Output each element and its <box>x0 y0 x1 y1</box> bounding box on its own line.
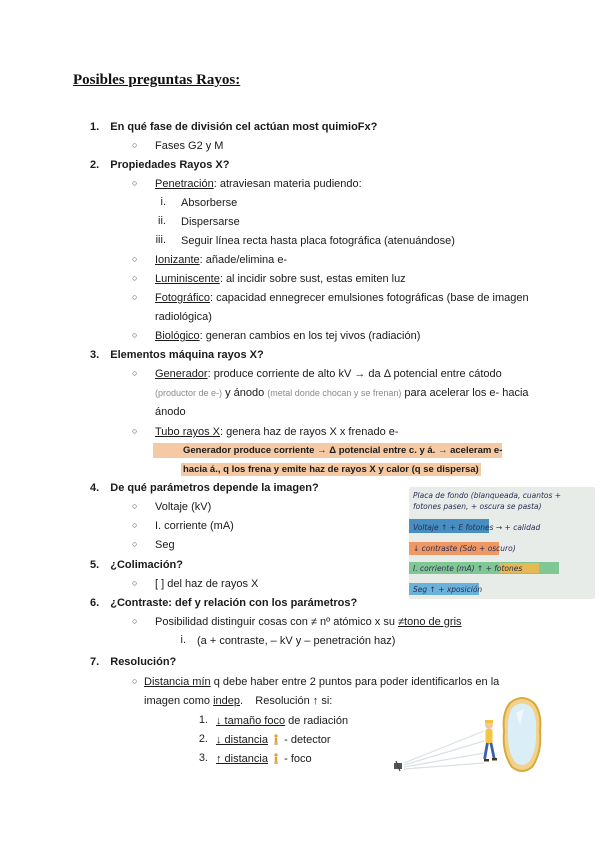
term-label: ↓ tamaño foco <box>216 715 286 727</box>
question-number: 3. <box>90 349 100 361</box>
circle-bullet-icon: ○ <box>132 273 138 283</box>
term-text: imagen como <box>144 695 214 707</box>
question-6 <box>90 596 357 610</box>
xray-source-icon <box>394 761 402 771</box>
list-item: Absorberse <box>181 197 238 209</box>
question-number: 6. <box>90 597 100 609</box>
note-line: Placa de fondo (blanqueada, cuantos + <box>413 491 562 500</box>
term-text: q debe haber entre 2 puntos para poder identificarlos en la <box>210 676 500 688</box>
term-text: - foco <box>281 753 312 765</box>
list-item <box>144 675 499 689</box>
term-text: de radiación <box>285 715 349 727</box>
list-number: 1. <box>198 714 208 726</box>
list-item: Seguir línea recta hasta placa fotográfica (atenuándose) <box>181 235 455 247</box>
term-text: - detector <box>281 734 331 746</box>
note-line: Voltaje ↑ + E fotones → + calidad <box>413 523 541 532</box>
list-item <box>155 329 420 343</box>
question-1 <box>90 120 377 134</box>
term-text: : capacidad ennegrecer emulsiones fotográficas (base de imagen <box>210 292 529 304</box>
list-number: 3. <box>198 752 208 764</box>
list-item <box>155 253 287 267</box>
question-number: 5. <box>90 559 100 571</box>
term-text: . Resolución ↑ si: <box>240 695 333 707</box>
question-text: De qué parámetros depende la imagen? <box>110 482 319 494</box>
term-label: ↑ distancia <box>216 753 268 765</box>
list-item <box>155 272 406 286</box>
list-item-continuation <box>155 386 529 400</box>
term-text: : al incidir sobre sust, estas emiten luz <box>219 273 406 285</box>
highlighted-text <box>181 462 481 477</box>
term-label: ≠tono de gris <box>398 616 462 628</box>
list-item-continuation <box>144 694 332 708</box>
circle-bullet-icon: ○ <box>132 539 138 549</box>
question-2 <box>90 158 229 172</box>
highlighted-text <box>181 443 504 458</box>
circle-bullet-icon: ○ <box>132 520 138 530</box>
list-number: 2. <box>198 733 208 745</box>
term-label: Ionizante <box>155 254 200 266</box>
list-item: (a + contraste, – kV y – penetración haz) <box>197 635 396 647</box>
term-text: : generan cambios en los tej vivos (radiación) <box>199 330 421 342</box>
circle-bullet-icon: ○ <box>132 254 138 264</box>
list-item-continuation: ánodo <box>155 406 186 418</box>
term-text: : produce corriente de alto kV → da Δ potencial entre cátodo <box>207 368 502 380</box>
person-icon <box>273 753 279 764</box>
list-item <box>155 177 362 191</box>
list-item <box>216 733 331 747</box>
page-title: Posibles preguntas Rayos: <box>73 72 241 88</box>
roman-numeral: ii. <box>158 215 166 227</box>
handwritten-note-image <box>409 487 595 599</box>
person-walking-icon <box>483 720 497 762</box>
circle-bullet-icon: ○ <box>132 178 138 188</box>
list-item: Seg <box>155 539 175 551</box>
roman-numeral: iii. <box>155 234 166 246</box>
circle-bullet-icon: ○ <box>132 140 138 150</box>
list-item: Dispersarse <box>181 216 240 228</box>
list-item: Fases G2 y M <box>155 140 224 152</box>
note-line: ↓ contraste (Sdo + oscuro) <box>413 544 516 553</box>
term-label: Fotográfico <box>155 292 211 304</box>
roman-numeral: i. <box>160 196 166 208</box>
list-item-continuation: radiológica) <box>155 311 212 323</box>
term-text: : genera haz de rayos X x frenado e- <box>220 426 399 438</box>
circle-bullet-icon: ○ <box>132 330 138 340</box>
list-item <box>155 615 462 629</box>
list-item: Voltaje (kV) <box>155 501 212 513</box>
aside-note: (productor de e-) <box>155 388 223 398</box>
term-label: Distancia mín <box>144 676 211 688</box>
list-item <box>155 367 502 381</box>
question-4 <box>90 481 319 495</box>
term-label: ↓ distancia <box>216 734 268 746</box>
question-number: 1. <box>90 121 100 133</box>
list-item <box>155 425 399 439</box>
question-3 <box>90 348 264 362</box>
circle-bullet-icon: ○ <box>132 501 138 511</box>
term-text: : añade/elimina e- <box>199 254 288 266</box>
term-text: y ánodo <box>222 387 268 399</box>
question-5 <box>90 558 183 572</box>
term-label: Generador <box>155 368 208 380</box>
circle-bullet-icon: ○ <box>132 426 138 436</box>
note-line: fotones pasen, + oscura se pasta) <box>413 502 542 511</box>
circle-bullet-icon: ○ <box>132 292 138 302</box>
term-label: indep <box>213 695 241 707</box>
question-number: 2. <box>90 159 100 171</box>
circle-bullet-icon: ○ <box>132 368 138 378</box>
list-item <box>155 291 529 305</box>
term-label: Penetración <box>155 178 214 190</box>
question-number: 4. <box>90 482 100 494</box>
list-item <box>216 752 312 766</box>
list-item: I. corriente (mA) <box>155 520 234 532</box>
note-line: I. corriente (mA) ↑ + fotones <box>413 564 523 573</box>
list-item: [ ] del haz de rayos X <box>155 578 259 590</box>
question-text: Propiedades Rayos X? <box>110 159 230 171</box>
term-text: : atraviesan materia pudiendo: <box>213 178 362 190</box>
question-text: En qué fase de división cel actúan most quimioFx? <box>110 121 378 133</box>
aside-note: (metal donde chocan y se frenan) <box>267 388 402 398</box>
question-text: ¿Colimación? <box>110 559 183 571</box>
person-icon <box>273 734 279 745</box>
circle-bullet-icon: ○ <box>132 676 138 686</box>
note-line: Seg ↑ + xposición <box>413 585 483 594</box>
question-number: 7. <box>90 656 100 668</box>
term-text: Posibilidad distinguir cosas con ≠ nº atómico x su <box>155 616 399 628</box>
question-7 <box>90 655 176 669</box>
term-label: Luminiscente <box>155 273 220 285</box>
list-item <box>216 714 348 728</box>
roman-numeral: i. <box>180 634 186 646</box>
circle-bullet-icon: ○ <box>132 578 138 588</box>
detector-frame-icon <box>504 698 541 771</box>
question-text: Resolución? <box>110 656 177 668</box>
highlight-line-2: hacia á., q los frena y emite haz de rayos X y calor (q se dispersa) <box>183 464 479 475</box>
xray-doodle-illustration <box>392 695 552 775</box>
term-text: para acelerar los e- hacia <box>401 387 529 399</box>
term-label: Biológico <box>155 330 200 342</box>
term-label: Tubo rayos X <box>155 426 221 438</box>
question-text: ¿Contraste: def y relación con los parámetros? <box>110 597 358 609</box>
highlight-line-1: Generador produce corriente → Δ potencial entre c. y á. → aceleram e- <box>183 445 503 456</box>
question-text: Elementos máquina rayos X? <box>110 349 264 361</box>
circle-bullet-icon: ○ <box>132 616 138 626</box>
